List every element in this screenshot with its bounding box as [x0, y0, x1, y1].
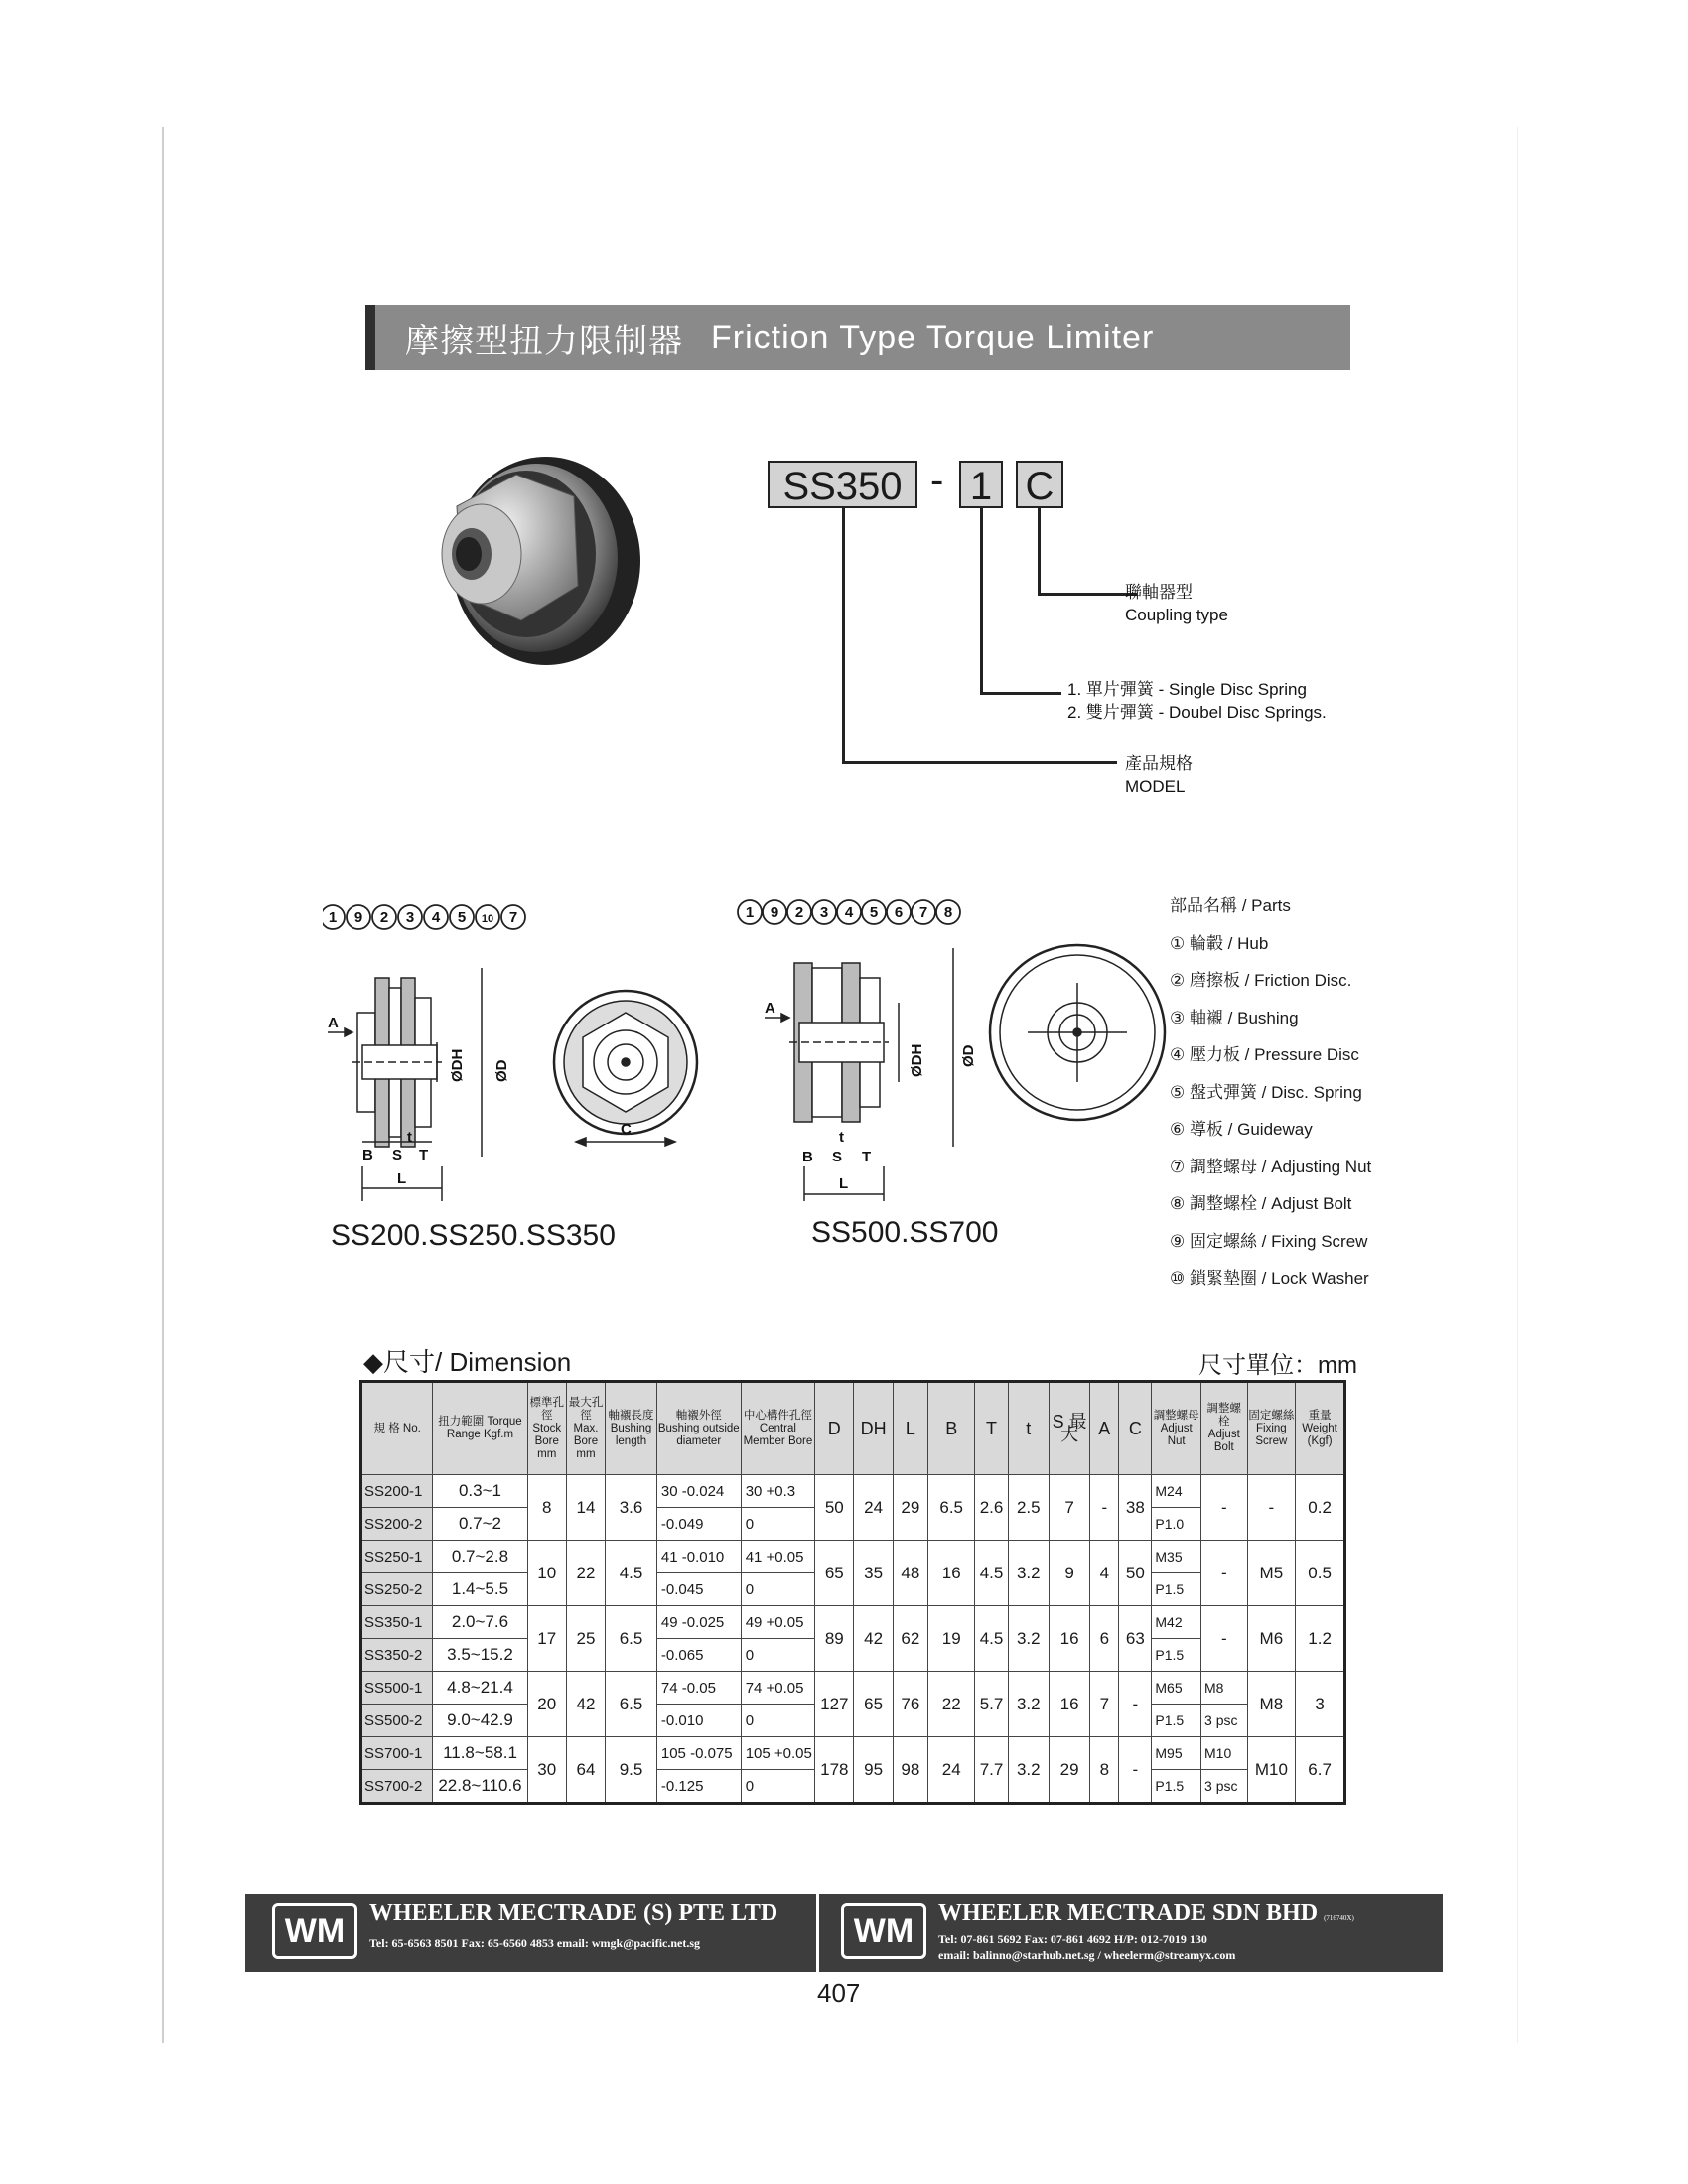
dim-B-left: B [362, 1147, 373, 1163]
table-cell: 16 [1049, 1672, 1089, 1737]
model-cell: SS700-1 [361, 1737, 433, 1770]
label-model-zh: 產品規格 [1125, 754, 1193, 773]
part-item: ④ 壓力板 / Pressure Disc [1170, 1045, 1359, 1064]
table-cell: 8 [527, 1475, 566, 1541]
table-header-cell: 軸襯長度 Bushing length [606, 1382, 657, 1475]
balloon-label: 4 [431, 909, 441, 926]
logo-right: WM [841, 1903, 926, 1959]
dim-S-right: S [832, 1149, 843, 1165]
central-bore-cell: 30 +0.3 [741, 1475, 814, 1508]
table-cell: 6.5 [606, 1606, 657, 1672]
table-header-cell: 調整螺母 Adjust Nut [1152, 1382, 1201, 1475]
bushing-od-cell: 30 -0.024 [656, 1475, 741, 1508]
balloon-label: 6 [894, 904, 904, 921]
table-header-cell: B [927, 1382, 975, 1475]
central-bore-cell: 0 [741, 1705, 814, 1737]
adjust-bolt-cell: - [1201, 1475, 1248, 1541]
page-margin-line [162, 127, 164, 2043]
table-header-row [361, 1382, 1345, 1475]
adjust-bolt-cell: 3 psc [1201, 1770, 1248, 1804]
table-cell: 50 [815, 1475, 854, 1541]
table-cell: 63 [1119, 1606, 1152, 1672]
code-springs: 1 [959, 461, 1003, 508]
balloon-label: 3 [819, 904, 829, 921]
table-cell: - [1090, 1475, 1119, 1541]
dim-A-right: A [765, 1000, 775, 1017]
table-cell: 10 [527, 1541, 566, 1606]
model-cell: SS350-1 [361, 1606, 433, 1639]
part-item: ⑦ 調整螺母 / Adjusting Nut [1170, 1157, 1372, 1176]
adjust-nut-cell: M42 [1152, 1606, 1201, 1639]
model-cell: SS700-2 [361, 1770, 433, 1804]
title-bar [365, 305, 1350, 370]
table-cell: 38 [1119, 1475, 1152, 1541]
table-cell: 35 [854, 1541, 893, 1606]
table-cell: 4 [1090, 1541, 1119, 1606]
table-cell: 0.2 [1296, 1475, 1345, 1541]
bushing-od-cell: 74 -0.05 [656, 1672, 741, 1705]
table-cell: 4.5 [975, 1541, 1008, 1606]
torque-cell: 9.0~42.9 [433, 1705, 527, 1737]
dim-C-left: C [621, 1121, 632, 1138]
table-cell: 6.5 [606, 1672, 657, 1737]
table-header-cell: 規 格 No. [361, 1382, 433, 1475]
table-row [361, 1606, 1345, 1639]
footer-right-company: WHEELER MECTRADE SDN BHD [938, 1900, 1319, 1926]
parts-list [1170, 891, 1378, 1301]
table-cell: 42 [566, 1672, 605, 1737]
adjust-nut-cell: P1.0 [1152, 1508, 1201, 1541]
table-header-cell: 固定螺絲 Fixing Screw [1247, 1382, 1296, 1475]
balloons-left [323, 905, 525, 929]
table-body [361, 1475, 1345, 1804]
table-header-cell: A [1090, 1382, 1119, 1475]
table-cell: 29 [893, 1475, 927, 1541]
logo-left: WM [272, 1903, 357, 1959]
table-cell: 29 [1049, 1737, 1089, 1804]
bushing-od-cell: -0.125 [656, 1770, 741, 1804]
part-item: ① 輪轂 / Hub [1170, 933, 1269, 953]
table-cell: 24 [854, 1475, 893, 1541]
balloon-label: 1 [745, 904, 755, 921]
bushing-od-cell: 41 -0.010 [656, 1541, 741, 1573]
caption-right: SS500.SS700 [811, 1216, 999, 1249]
balloon-label: 2 [794, 904, 804, 921]
central-bore-cell: 41 +0.05 [741, 1541, 814, 1573]
code-coupling: C [1016, 461, 1063, 508]
table-header-cell: C [1119, 1382, 1152, 1475]
label-coupling-zh: 聯軸器型 [1125, 583, 1193, 602]
table-cell: 4.5 [975, 1606, 1008, 1672]
table-header-cell: 標準孔徑 Stock Bore mm [527, 1382, 566, 1475]
table-header-cell: DH [854, 1382, 893, 1475]
leader-coupling-v [1038, 508, 1041, 594]
table-cell: 30 [527, 1737, 566, 1804]
dim-DH-right: ØDH [909, 1043, 925, 1077]
dim-B-right: B [802, 1149, 813, 1165]
table-cell: 17 [527, 1606, 566, 1672]
table-header-cell: S 最大 [1049, 1382, 1089, 1475]
footer-divider [816, 1894, 819, 1972]
table-cell: 22 [927, 1672, 975, 1737]
table-cell: 48 [893, 1541, 927, 1606]
dimension-heading: ◆尺寸/ Dimension [363, 1347, 572, 1377]
table-header-cell: 中心構件孔徑 Central Member Bore [741, 1382, 814, 1475]
label-model-en: MODEL [1125, 777, 1186, 796]
adjust-bolt-cell: M10 [1201, 1737, 1248, 1770]
table-cell: 3 [1296, 1672, 1345, 1737]
code-model: SS350 [768, 461, 917, 508]
adjust-nut-cell: P1.5 [1152, 1573, 1201, 1606]
adjust-nut-cell: M24 [1152, 1475, 1201, 1508]
torque-cell: 11.8~58.1 [433, 1737, 527, 1770]
parts-title: 部品名稱 / Parts [1170, 896, 1291, 915]
table-cell: 16 [927, 1541, 975, 1606]
dim-D-left: ØD [493, 1059, 510, 1082]
footer-right-contact1: Tel: 07-861 5692 Fax: 07-861 4692 H/P: 012-7019 130 [938, 1932, 1207, 1946]
table-cell: 65 [854, 1672, 893, 1737]
label-springs [1067, 678, 1327, 724]
table-cell: 65 [815, 1541, 854, 1606]
footer [245, 1894, 1443, 1972]
table-cell: 3.2 [1008, 1737, 1049, 1804]
table-cell: 89 [815, 1606, 854, 1672]
footer-left-contact: Tel: 65-6563 8501 Fax: 65-6560 4853 email: wmgk@pacific.net.sg [369, 1936, 701, 1950]
central-bore-cell: 0 [741, 1573, 814, 1606]
dim-A-left: A [328, 1015, 339, 1031]
table-cell: 8 [1090, 1737, 1119, 1804]
model-cell: SS200-2 [361, 1508, 433, 1541]
torque-cell: 2.0~7.6 [433, 1606, 527, 1639]
leader-coupling-h [1038, 593, 1137, 596]
torque-cell: 22.8~110.6 [433, 1770, 527, 1804]
table-cell: 0.5 [1296, 1541, 1345, 1606]
torque-cell: 4.8~21.4 [433, 1672, 527, 1705]
adjust-nut-cell: P1.5 [1152, 1770, 1201, 1804]
adjust-nut-cell: P1.5 [1152, 1639, 1201, 1672]
part-item: ③ 軸襯 / Bushing [1170, 1008, 1299, 1027]
table-header-cell: t [1008, 1382, 1049, 1475]
table-cell: 95 [854, 1737, 893, 1804]
table-cell: 127 [815, 1672, 854, 1737]
caption-left: SS200.SS250.SS350 [331, 1219, 616, 1252]
footer-right-name [938, 1900, 1354, 1927]
table-cell: 7 [1090, 1672, 1119, 1737]
label-coupling-en: Coupling type [1125, 606, 1228, 624]
table-cell: M6 [1247, 1606, 1296, 1672]
dim-S-left: S [392, 1147, 403, 1163]
adjust-bolt-cell: - [1201, 1541, 1248, 1606]
table-cell: 3.2 [1008, 1672, 1049, 1737]
adjust-nut-cell: M65 [1152, 1672, 1201, 1705]
table-cell: 9 [1049, 1541, 1089, 1606]
title-en: Friction Type Torque Limiter [711, 318, 1155, 356]
table-cell: 3.2 [1008, 1606, 1049, 1672]
central-bore-cell: 49 +0.05 [741, 1606, 814, 1639]
code-dash: - [930, 459, 944, 502]
table-cell: 3.2 [1008, 1541, 1049, 1606]
title-zh: 摩擦型扭力限制器 [405, 322, 683, 360]
model-cell: SS500-2 [361, 1705, 433, 1737]
bushing-od-cell: 49 -0.025 [656, 1606, 741, 1639]
table-cell: 62 [893, 1606, 927, 1672]
table-row [361, 1541, 1345, 1573]
table-cell: 50 [1119, 1541, 1152, 1606]
table-cell: 16 [1049, 1606, 1089, 1672]
part-item: ⑧ 調整螺栓 / Adjust Bolt [1170, 1194, 1352, 1213]
model-cell: SS200-1 [361, 1475, 433, 1508]
table-cell: 178 [815, 1737, 854, 1804]
bushing-od-cell: -0.045 [656, 1573, 741, 1606]
dim-DH-left: ØDH [449, 1048, 466, 1082]
dim-T-left: T [419, 1147, 429, 1163]
balloon-label: 10 [481, 913, 494, 925]
bushing-od-cell: -0.065 [656, 1639, 741, 1672]
balloon-label: 9 [770, 904, 779, 921]
table-cell: 19 [927, 1606, 975, 1672]
table-header-cell: 重量 Weight (Kgf) [1296, 1382, 1345, 1475]
table-cell: 5.7 [975, 1672, 1008, 1737]
leader-model-h [842, 761, 1117, 764]
table-cell: M5 [1247, 1541, 1296, 1606]
footer-right [938, 1894, 1435, 1972]
table-header-cell: T [975, 1382, 1008, 1475]
footer-right-contact2: email: balinno@starhub.net.sg / wheelerm@streamyx.com [938, 1948, 1236, 1962]
table-cell: 24 [927, 1737, 975, 1804]
balloon-label: 3 [405, 909, 415, 926]
balloon-label: 5 [869, 904, 879, 921]
part-item: ⑥ 導板 / Guideway [1170, 1120, 1313, 1139]
bushing-od-cell: -0.049 [656, 1508, 741, 1541]
part-item: ⑩ 鎖緊墊圈 / Lock Washer [1170, 1269, 1369, 1288]
central-bore-cell: 0 [741, 1639, 814, 1672]
product-photo [397, 437, 655, 675]
dim-D-right: ØD [960, 1044, 977, 1067]
dim-t-right: t [839, 1129, 844, 1146]
table-header-cell: 最大孔徑 Max. Bore mm [566, 1382, 605, 1475]
balloon-label: 2 [379, 909, 389, 926]
balloon-label: 7 [508, 909, 518, 926]
table-cell: M10 [1247, 1737, 1296, 1804]
balloon-label: 5 [457, 909, 467, 926]
table-cell: 2.5 [1008, 1475, 1049, 1541]
adjust-nut-cell: P1.5 [1152, 1705, 1201, 1737]
central-bore-cell: 0 [741, 1770, 814, 1804]
part-item: ⑤ 盤式彈簧 / Disc. Spring [1170, 1082, 1362, 1102]
table-cell: 6.5 [927, 1475, 975, 1541]
dimension-table [359, 1380, 1346, 1805]
table-cell: 7 [1049, 1475, 1089, 1541]
balloon-label: 7 [918, 904, 928, 921]
table-header-cell: 軸襯外徑 Bushing outside diameter [656, 1382, 741, 1475]
model-cell: SS250-2 [361, 1573, 433, 1606]
leader-springs-h [980, 692, 1061, 695]
dim-T-right: T [862, 1149, 872, 1165]
footer-left [369, 1894, 836, 1972]
footer-left-name: WHEELER MECTRADE (S) PTE LTD [369, 1900, 778, 1926]
table-cell: 3.6 [606, 1475, 657, 1541]
part-item: ② 磨擦板 / Friction Disc. [1170, 971, 1352, 990]
table-cell: 98 [893, 1737, 927, 1804]
balloon-label: 8 [943, 904, 953, 921]
table-row [361, 1737, 1345, 1770]
adjust-nut-cell: M35 [1152, 1541, 1201, 1573]
label-coupling [1125, 581, 1228, 626]
adjust-bolt-cell: 3 psc [1201, 1705, 1248, 1737]
footer-right-reg: (716740X) [1324, 1914, 1354, 1922]
table-cell: 2.6 [975, 1475, 1008, 1541]
torque-cell: 0.7~2 [433, 1508, 527, 1541]
table-cell: 1.2 [1296, 1606, 1345, 1672]
dim-t-left: t [407, 1129, 412, 1146]
adjust-nut-cell: M95 [1152, 1737, 1201, 1770]
table-cell: 6 [1090, 1606, 1119, 1672]
table-cell: 22 [566, 1541, 605, 1606]
table-cell: 7.7 [975, 1737, 1008, 1804]
table-cell: 6.7 [1296, 1737, 1345, 1804]
table-cell: 14 [566, 1475, 605, 1541]
leader-model-v [842, 508, 845, 764]
label-springs-double: 2. 雙片彈簧 - Doubel Disc Springs. [1067, 703, 1327, 722]
torque-cell: 0.7~2.8 [433, 1541, 527, 1573]
page-number: 407 [817, 1979, 861, 2008]
torque-cell: 3.5~15.2 [433, 1639, 527, 1672]
dim-L-right: L [839, 1175, 849, 1192]
central-bore-cell: 0 [741, 1508, 814, 1541]
part-item: ⑨ 固定螺絲 / Fixing Screw [1170, 1231, 1368, 1251]
table-cell: 25 [566, 1606, 605, 1672]
table-cell: M8 [1247, 1672, 1296, 1737]
balloons-right [738, 900, 960, 924]
model-cell: SS500-1 [361, 1672, 433, 1705]
page-margin-line-right [1517, 127, 1518, 2043]
dimension-unit: 尺寸單位：mm [1198, 1352, 1357, 1379]
table-cell: 4.5 [606, 1541, 657, 1606]
table-row [361, 1475, 1345, 1508]
table-cell: - [1119, 1737, 1152, 1804]
central-bore-cell: 74 +0.05 [741, 1672, 814, 1705]
leader-springs-v [980, 508, 983, 695]
table-cell: 76 [893, 1672, 927, 1737]
bushing-od-cell: 105 -0.075 [656, 1737, 741, 1770]
bushing-od-cell: -0.010 [656, 1705, 741, 1737]
table-cell: - [1119, 1672, 1152, 1737]
balloon-label: 4 [844, 904, 854, 921]
label-springs-single: 1. 單片彈簧 - Single Disc Spring [1067, 680, 1307, 699]
label-model [1125, 752, 1193, 798]
table-cell: 64 [566, 1737, 605, 1804]
dim-L-left: L [397, 1170, 407, 1187]
table-row [361, 1672, 1345, 1705]
table-cell: - [1247, 1475, 1296, 1541]
balloon-label: 9 [353, 909, 363, 926]
table-cell: 42 [854, 1606, 893, 1672]
torque-cell: 1.4~5.5 [433, 1573, 527, 1606]
table-cell: 9.5 [606, 1737, 657, 1804]
adjust-bolt-cell: - [1201, 1606, 1248, 1672]
adjust-bolt-cell: M8 [1201, 1672, 1248, 1705]
drawing-ss200-350 [323, 903, 720, 1201]
model-cell: SS350-2 [361, 1639, 433, 1672]
table-cell: 20 [527, 1672, 566, 1737]
central-bore-cell: 105 +0.05 [741, 1737, 814, 1770]
table-header-cell: 扭力範圍 Torque Range Kgf.m [433, 1382, 527, 1475]
table-header-cell: 調整螺栓 Adjust Bolt [1201, 1382, 1248, 1475]
drawing-ss500-700 [735, 898, 1172, 1206]
table-header-cell: D [815, 1382, 854, 1475]
torque-cell: 0.3~1 [433, 1475, 527, 1508]
table-header-cell: L [893, 1382, 927, 1475]
model-cell: SS250-1 [361, 1541, 433, 1573]
balloon-label: 1 [328, 909, 338, 926]
